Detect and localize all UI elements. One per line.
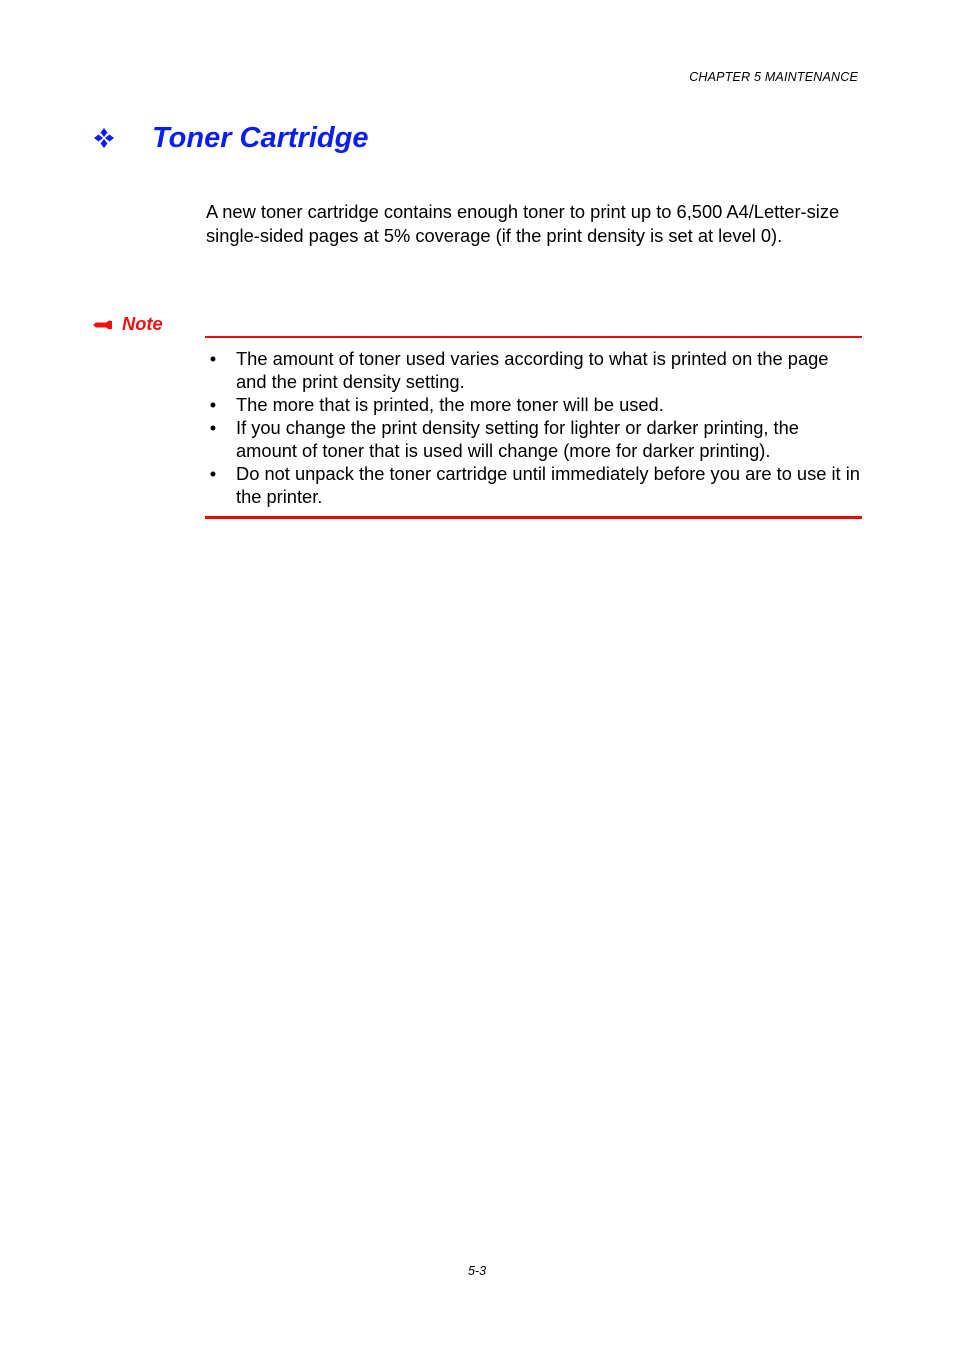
page-number: 5-3 [467, 1264, 487, 1278]
list-item-text: The amount of toner used varies according to what is printed on the page and the print density setting. [236, 348, 829, 392]
note-heading [93, 313, 163, 335]
list-item [205, 462, 862, 508]
list-item [205, 416, 862, 462]
list-item [205, 347, 862, 393]
four-diamond-bullet-icon [93, 127, 115, 149]
bullet-icon: • [209, 463, 217, 484]
section-heading [93, 118, 368, 158]
list-item-text: The more that is printed, the more toner will be used. [236, 394, 664, 415]
bullet-icon: • [209, 417, 217, 438]
intro-paragraph: A new toner cartridge contains enough toner to print up to 6,500 A4/Letter-size single-sided pages at 5% coverage (if the print density is set at level 0). [206, 201, 840, 246]
note-label: Note [122, 313, 163, 334]
running-header: CHAPTER 5 MAINTENANCE [689, 70, 858, 84]
note-box [205, 336, 862, 519]
list-item-text: If you change the print density setting for lighter or darker printing, the amount of toner that is used will change (more for darker printing). [236, 417, 799, 461]
note-list [205, 347, 862, 508]
list-item [205, 393, 862, 416]
bullet-icon: • [209, 394, 217, 415]
page-title: Toner Cartridge [152, 122, 369, 154]
pencil-icon [93, 318, 112, 330]
bullet-icon: • [209, 348, 217, 369]
list-item-text: Do not unpack the toner cartridge until immediately before you are to use it in the printer. [236, 463, 860, 507]
